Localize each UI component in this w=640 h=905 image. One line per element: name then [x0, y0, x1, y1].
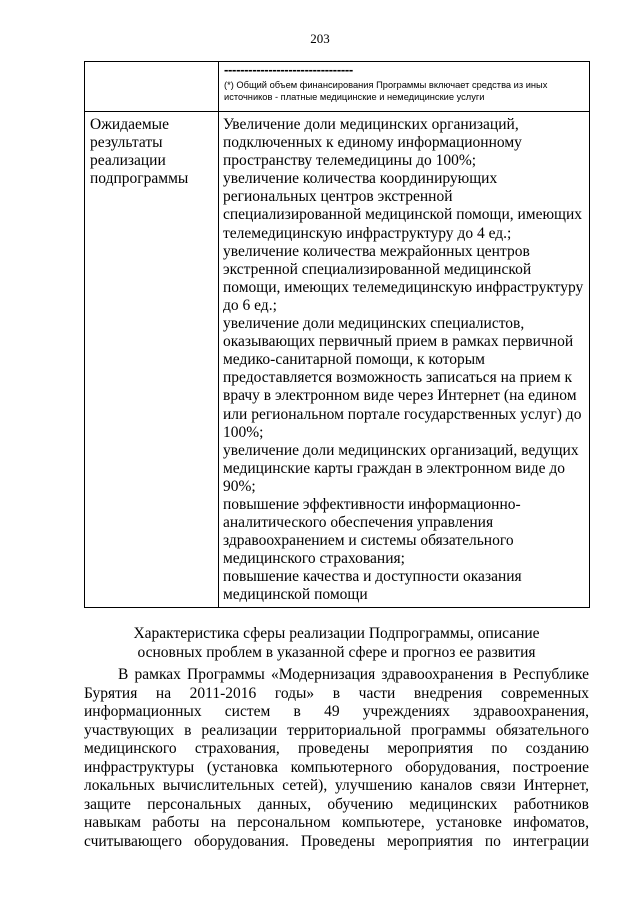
paragraph-line: навыкам работы на персональном компьютере, установке инфоматов, [84, 814, 589, 831]
heading-line: Характеристика сферы реализации Подпрограммы, описание [133, 625, 540, 642]
result-line: или региональном портале государственных услуг) до [223, 405, 582, 423]
paragraph-line: медицинского страхования, проведены мероприятия по созданию [84, 740, 589, 757]
result-line: Увеличение доли медицинских организаций, [223, 116, 519, 133]
result-line: оказывающих первичный прием в рамках первичной [223, 333, 574, 351]
page-number: 203 [310, 31, 330, 46]
result-line: увеличение количества межрайонных центров [223, 242, 530, 260]
paragraph-line: информационных систем в 49 учреждениях здравоохранения, [84, 703, 589, 720]
result-line: экстренной специализированной медицинской [223, 260, 532, 278]
table-row-expected-results [85, 112, 590, 608]
result-line: увеличение доли медицинских организаций, ведущих [223, 441, 579, 459]
footnote-line: источников - платные медицинские и немедицинские услуги [224, 92, 485, 102]
heading-line: основных проблем в указанной сфере и прогноз ее развития [137, 644, 536, 661]
paragraph-line: защите персональных данных, обучению медицинских работников [84, 795, 589, 813]
result-line: медико-санитарной помощи, к которым [223, 351, 485, 369]
result-line: до 6 ед.; [223, 296, 277, 314]
footnote-line: (*) Общий объем финансирования Программы включает средства из иных [224, 80, 548, 90]
result-line: увеличение количества координирующих [223, 170, 498, 188]
result-line: здравоохранением и системы обязательного [223, 532, 514, 550]
result-line: телемедицинскую инфраструктуру до 4 ед.; [223, 224, 512, 242]
financing-footnote [224, 79, 585, 103]
result-line: аналитического обеспечения управления [223, 514, 494, 532]
table-row-financing-note [85, 62, 590, 112]
result-line: врачу в электронном виде через Интернет (на едином [223, 387, 577, 405]
result-line: региональных центров экстренной [223, 188, 453, 206]
financing-note-cell [219, 62, 590, 112]
result-line: подключенных к единому информационному [223, 134, 522, 152]
body-paragraph [84, 666, 589, 851]
result-line: 90%; [223, 477, 256, 495]
paragraph-line: инфраструктуры (установка компьютерного оборудования, построение [84, 758, 589, 776]
label-line: результаты [90, 134, 163, 151]
label-line: реализации [90, 152, 166, 169]
paragraph-line: участвующих в реализации территориальной программы обязательного [84, 721, 589, 739]
section-heading [84, 624, 589, 662]
paragraph-line: считывающего оборудования. Проведены мероприятия по интеграции [84, 832, 589, 850]
result-line: медицинского страхования; [223, 550, 405, 568]
paragraph-line: В рамках Программы «Модернизация здравоохранения в Республике [118, 666, 589, 683]
result-line: помощи, имеющих телемедицинскую инфраструктуру [223, 278, 584, 296]
result-line: специализированной медицинской помощи, имеющих [223, 206, 583, 224]
label-line: подпрограммы [90, 170, 189, 187]
paragraph-line: локальных вычислительных сетей), улучшению каналов связи Интернет, [84, 777, 589, 794]
paragraph-line: Бурятия на 2011-2016 годы» в части внедрения современных [84, 684, 589, 702]
result-line: 100%; [223, 423, 264, 441]
label-line: Ожидаемые [90, 116, 169, 133]
result-line: предоставляется возможность записаться на прием к [223, 369, 573, 387]
result-line: медицинской помощи [223, 586, 368, 604]
result-line: повышение эффективности информационно- [223, 495, 521, 513]
empty-label-cell [85, 62, 219, 112]
result-line: медицинские карты граждан в электронном виде до [223, 459, 566, 477]
expected-results-list [219, 112, 590, 608]
result-line: повышение качества и доступности оказания [223, 568, 522, 586]
result-line: увеличение доли медицинских специалистов, [223, 315, 525, 333]
expected-results-label [85, 112, 219, 608]
result-line: пространству телемедицины до 100%; [223, 152, 477, 170]
subprogram-passport-table [84, 61, 590, 608]
footnote-separator: -------------------------------- [224, 62, 353, 77]
